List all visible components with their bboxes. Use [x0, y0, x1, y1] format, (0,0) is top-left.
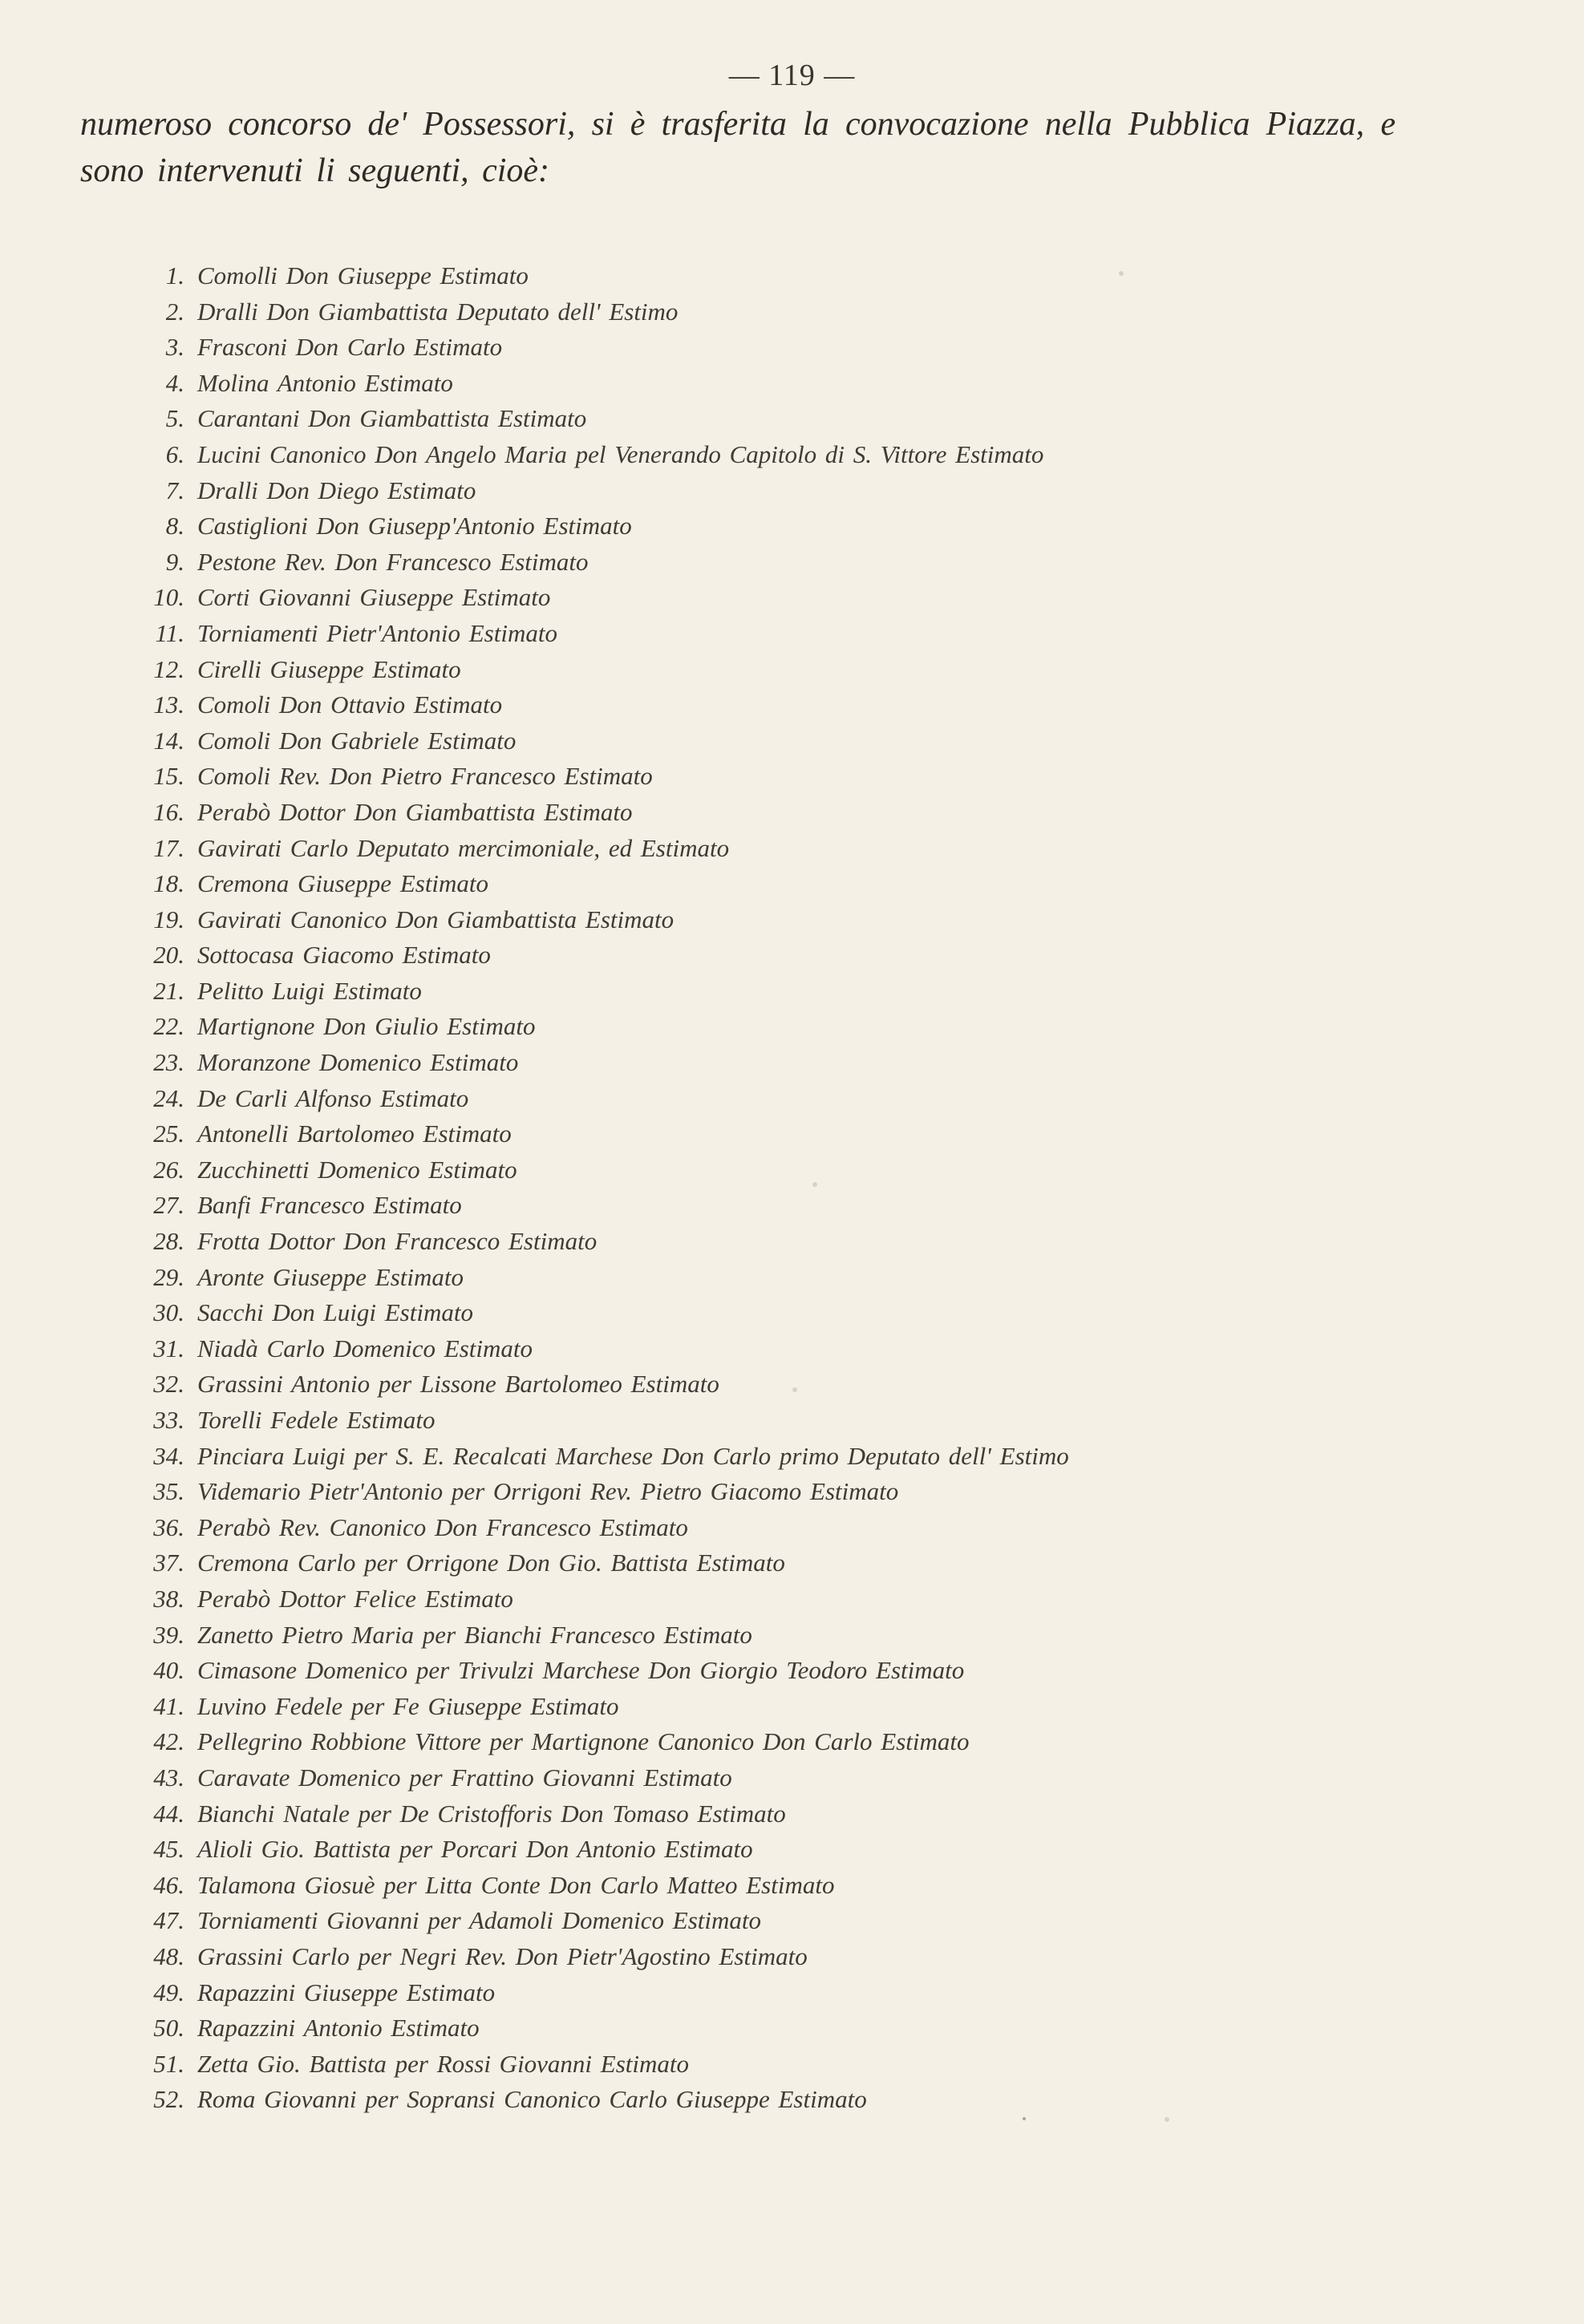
entry-text: Sacchi Don Luigi Estimato: [197, 1298, 473, 1327]
entry-text: Frotta Dottor Don Francesco Estimato: [197, 1227, 598, 1256]
paper-speck: [1165, 2117, 1169, 2122]
entry-text: Perabò Dottor Don Giambattista Estimato: [197, 797, 633, 826]
entry-number: 4.: [165, 368, 184, 397]
entry-number: 7.: [165, 476, 184, 504]
entry-number: 8.: [165, 512, 184, 541]
entry-number: 45.: [153, 1835, 184, 1864]
entry-number: 1.: [165, 261, 184, 289]
entry-text: Sottocasa Giacomo Estimato: [197, 941, 491, 970]
entry-text: Cremona Giuseppe Estimato: [197, 869, 489, 898]
entry-number: 34.: [153, 1441, 184, 1470]
entry-number: 49.: [153, 1978, 184, 2006]
entry-text: De Carli Alfonso Estimato: [197, 1083, 469, 1112]
entry-text: Torniamenti Giovanni per Adamoli Domenico Estimato: [197, 1906, 762, 1935]
entry-number: 23.: [153, 1048, 184, 1077]
entry-number: 14.: [153, 726, 184, 755]
entry-number: 46.: [153, 1870, 184, 1899]
entry-number: 29.: [153, 1262, 184, 1291]
entry-text: Aronte Giuseppe Estimato: [197, 1262, 464, 1291]
entry-number: 18.: [153, 869, 184, 898]
paper-speck: [1023, 2117, 1026, 2120]
entry-text: Moranzone Domenico Estimato: [197, 1048, 519, 1077]
entry-text: Caravate Domenico per Frattino Giovanni Estimato: [197, 1763, 732, 1792]
entry-number: 35.: [153, 1477, 184, 1506]
entry-number: 44.: [153, 1799, 184, 1828]
entry-text: Videmario Pietr'Antonio per Orrigoni Rev. Pietro Giacomo Estimato: [197, 1477, 899, 1506]
entry-number: 31.: [153, 1334, 184, 1362]
entry-number: 22.: [153, 1012, 184, 1041]
entry-number: 19.: [153, 905, 184, 933]
entry-text: Pinciara Luigi per S. E. Recalcati Marchese Don Carlo primo Deputato dell' Estimo: [197, 1441, 1069, 1470]
entry-number: 27.: [153, 1191, 184, 1220]
entry-text: Antonelli Bartolomeo Estimato: [197, 1119, 512, 1148]
entry-number: 5.: [165, 404, 184, 433]
entry-number: 42.: [153, 1727, 184, 1756]
entry-text: Zetta Gio. Battista per Rossi Giovanni Estimato: [197, 2049, 690, 2078]
entry-text: Perabò Rev. Canonico Don Francesco Estimato: [197, 1512, 688, 1541]
entry-text: Comoli Rev. Don Pietro Francesco Estimato: [197, 762, 653, 791]
entry-number: 52.: [153, 2085, 184, 2114]
entry-text: Martignone Don Giulio Estimato: [197, 1012, 536, 1041]
entry-number: 47.: [153, 1906, 184, 1935]
entry-number: 26.: [153, 1155, 184, 1184]
entry-text: Gavirati Canonico Don Giambattista Estimato: [197, 905, 675, 933]
entry-number: 48.: [153, 1941, 184, 1970]
entry-number: 21.: [153, 976, 184, 1005]
entry-number: 39.: [153, 1620, 184, 1649]
entry-text: Comoli Don Ottavio Estimato: [197, 690, 503, 719]
entry-text: Zucchinetti Domenico Estimato: [197, 1155, 517, 1184]
entry-text: Lucini Canonico Don Angelo Maria pel Venerando Capitolo di S. Vittore Estimato: [197, 439, 1044, 468]
entry-number: 28.: [153, 1227, 184, 1256]
entry-number: 2.: [165, 297, 184, 326]
entry-text: Gavirati Carlo Deputato mercimoniale, ed Estimato: [197, 833, 730, 862]
intro-paragraph: [80, 101, 1396, 194]
entry-text: Banfi Francesco Estimato: [197, 1191, 462, 1220]
entry-text: Pellegrino Robbione Vittore per Martignone Canonico Don Carlo Estimato: [197, 1727, 970, 1756]
entry-number: 36.: [153, 1512, 184, 1541]
entry-number: 40.: [153, 1656, 184, 1685]
entry-text: Dralli Don Giambattista Deputato dell' Estimo: [197, 297, 679, 326]
entry-number: 10.: [153, 583, 184, 612]
paper-speck: [792, 1387, 797, 1392]
entry-text: Frasconi Don Carlo Estimato: [197, 333, 503, 362]
paper-speck: [1119, 271, 1124, 276]
entry-number: 50.: [153, 2014, 184, 2043]
entry-text: Torniamenti Pietr'Antonio Estimato: [197, 618, 557, 647]
entry-number: 20.: [153, 941, 184, 970]
entry-number: 37.: [153, 1549, 184, 1577]
entry-text: Grassini Carlo per Negri Rev. Don Pietr'Agostino Estimato: [197, 1941, 808, 1970]
entry-text: Perabò Dottor Felice Estimato: [197, 1584, 513, 1613]
entry-number: 11.: [155, 618, 184, 647]
entry-text: Torelli Fedele Estimato: [197, 1406, 435, 1434]
entry-number: 3.: [165, 333, 184, 362]
entry-text: Comoli Don Gabriele Estimato: [197, 726, 517, 755]
entry-text: Bianchi Natale per De Cristofforis Don Tomaso Estimato: [197, 1799, 786, 1828]
entry-text: Cremona Carlo per Orrigone Don Gio. Battista Estimato: [197, 1549, 785, 1577]
entry-number: 51.: [153, 2049, 184, 2078]
entry-number: 38.: [153, 1584, 184, 1613]
entry-number: 15.: [153, 762, 184, 791]
entry-text: Luvino Fedele per Fe Giuseppe Estimato: [197, 1691, 619, 1720]
entry-text: Rapazzini Antonio Estimato: [197, 2014, 480, 2043]
entry-text: Corti Giovanni Giuseppe Estimato: [197, 583, 551, 612]
entry-number: 32.: [153, 1370, 184, 1399]
intro-line-1: numeroso concorso de' Possessori, si è trasferita la convocazione nella Pubblica Piazza, e: [80, 106, 1396, 143]
entry-text: Pelitto Luigi Estimato: [197, 976, 422, 1005]
entry-number: 6.: [165, 439, 184, 468]
entry-number: 16.: [153, 797, 184, 826]
paper-speck: [812, 1182, 817, 1187]
entry-number: 24.: [153, 1083, 184, 1112]
entry-number: 13.: [153, 690, 184, 719]
entry-text: Molina Antonio Estimato: [197, 368, 453, 397]
entry-number: 33.: [153, 1406, 184, 1434]
entry-number: 41.: [153, 1691, 184, 1720]
intro-line-2: sono intervenuti li seguenti, cioè:: [80, 152, 550, 189]
entry-text: Pestone Rev. Don Francesco Estimato: [197, 547, 589, 576]
entry-number: 12.: [153, 654, 184, 683]
entry-number: 30.: [153, 1298, 184, 1327]
entry-text: Talamona Giosuè per Litta Conte Don Carlo Matteo Estimato: [197, 1870, 835, 1899]
entry-text: Alioli Gio. Battista per Porcari Don Antonio Estimato: [197, 1835, 753, 1864]
entry-text: Castiglioni Don Giusepp'Antonio Estimato: [197, 512, 632, 541]
entry-text: Grassini Antonio per Lissone Bartolomeo Estimato: [197, 1370, 719, 1399]
entry-text: Carantani Don Giambattista Estimato: [197, 404, 587, 433]
entry-text: Cirelli Giuseppe Estimato: [197, 654, 461, 683]
entry-text: Cimasone Domenico per Trivulzi Marchese Don Giorgio Teodoro Estimato: [197, 1656, 965, 1685]
entry-number: 17.: [153, 833, 184, 862]
entry-number: 43.: [153, 1763, 184, 1792]
entry-text: Comolli Don Giuseppe Estimato: [197, 261, 529, 289]
entry-text: Zanetto Pietro Maria per Bianchi Francesco Estimato: [197, 1620, 752, 1649]
entry-number: 25.: [153, 1119, 184, 1148]
entry-text: Rapazzini Giuseppe Estimato: [197, 1978, 496, 2006]
entry-text: Roma Giovanni per Sopransi Canonico Carlo Giuseppe Estimato: [197, 2085, 867, 2114]
entry-text: Niadà Carlo Domenico Estimato: [197, 1334, 533, 1362]
page-number: — 119 —: [728, 59, 856, 92]
entry-text: Dralli Don Diego Estimato: [197, 476, 476, 504]
entry-number: 9.: [165, 547, 184, 576]
